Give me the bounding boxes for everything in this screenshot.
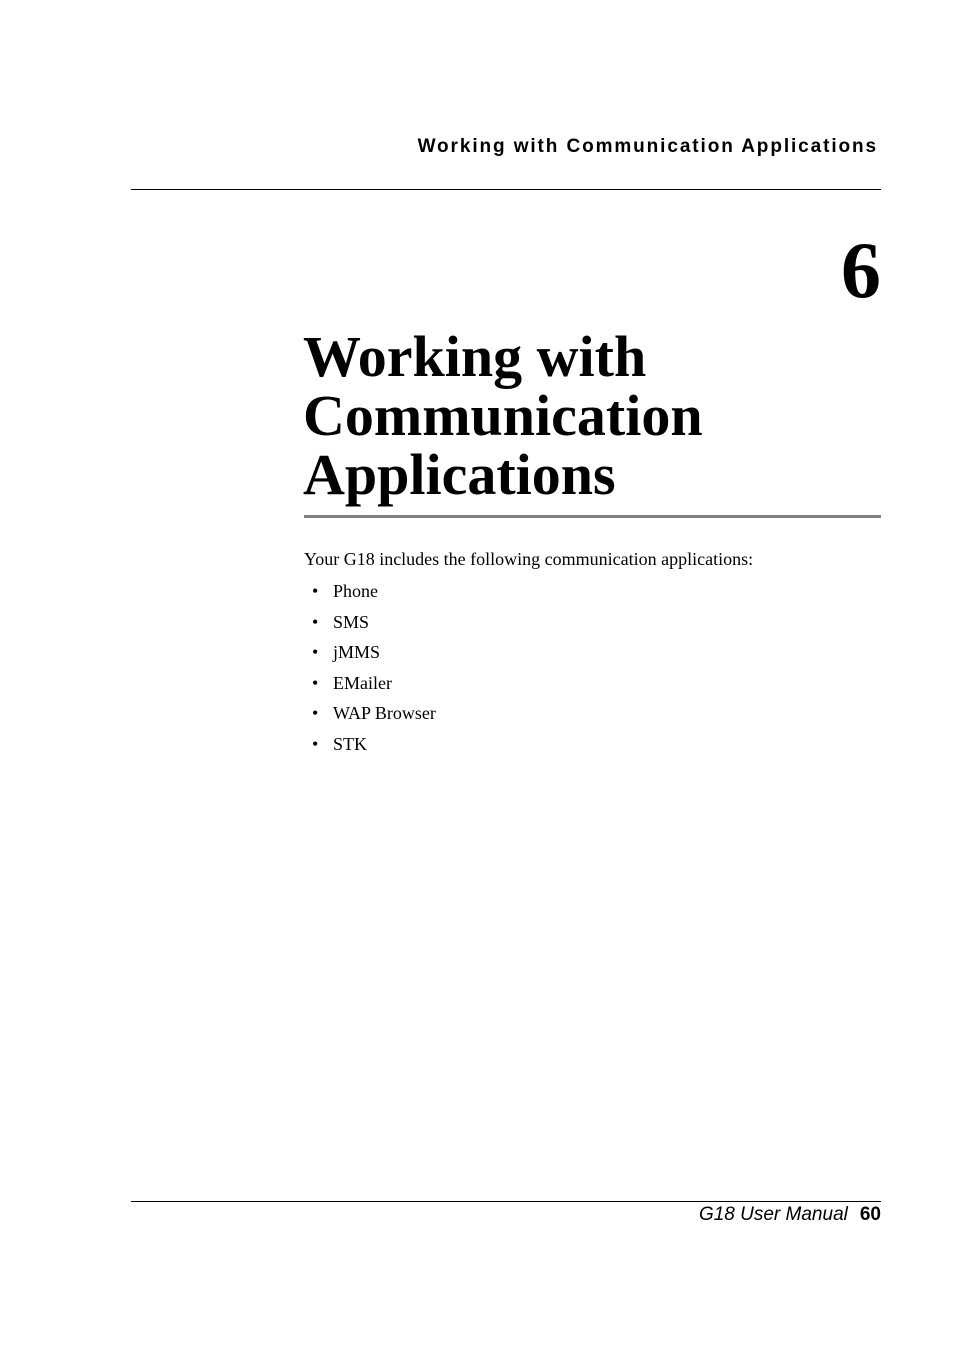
- list-item-label: WAP Browser: [333, 703, 436, 724]
- chapter-title-line: Applications: [303, 442, 616, 507]
- list-item-label: Phone: [333, 581, 378, 601]
- bullet-icon: •: [312, 611, 319, 632]
- footer-divider: [131, 1201, 881, 1202]
- header-divider: [131, 189, 881, 190]
- chapter-title-line: Communication: [303, 383, 703, 448]
- list-item-label: jMMS: [333, 642, 381, 663]
- intro-paragraph: Your G18 includes the following communication applications:: [304, 549, 754, 569]
- running-header: Working with Communication Applications: [417, 136, 878, 157]
- chapter-number: 6: [841, 227, 881, 315]
- bullet-icon: •: [312, 642, 319, 663]
- page-number: 60: [859, 1204, 881, 1225]
- title-divider: [304, 515, 881, 518]
- list-item-label: SMS: [333, 611, 370, 632]
- manual-name: G18 User Manual: [698, 1204, 848, 1225]
- chapter-title-line: Working with: [303, 324, 647, 389]
- bullet-icon: •: [312, 581, 319, 601]
- chapter-title: [303, 324, 881, 507]
- page-footer: [699, 1203, 881, 1227]
- bullet-icon: •: [312, 672, 319, 693]
- bullet-icon: •: [312, 703, 319, 724]
- list-item-label: STK: [333, 733, 368, 754]
- bullet-icon: •: [312, 733, 319, 754]
- list-item-label: EMailer: [333, 672, 392, 693]
